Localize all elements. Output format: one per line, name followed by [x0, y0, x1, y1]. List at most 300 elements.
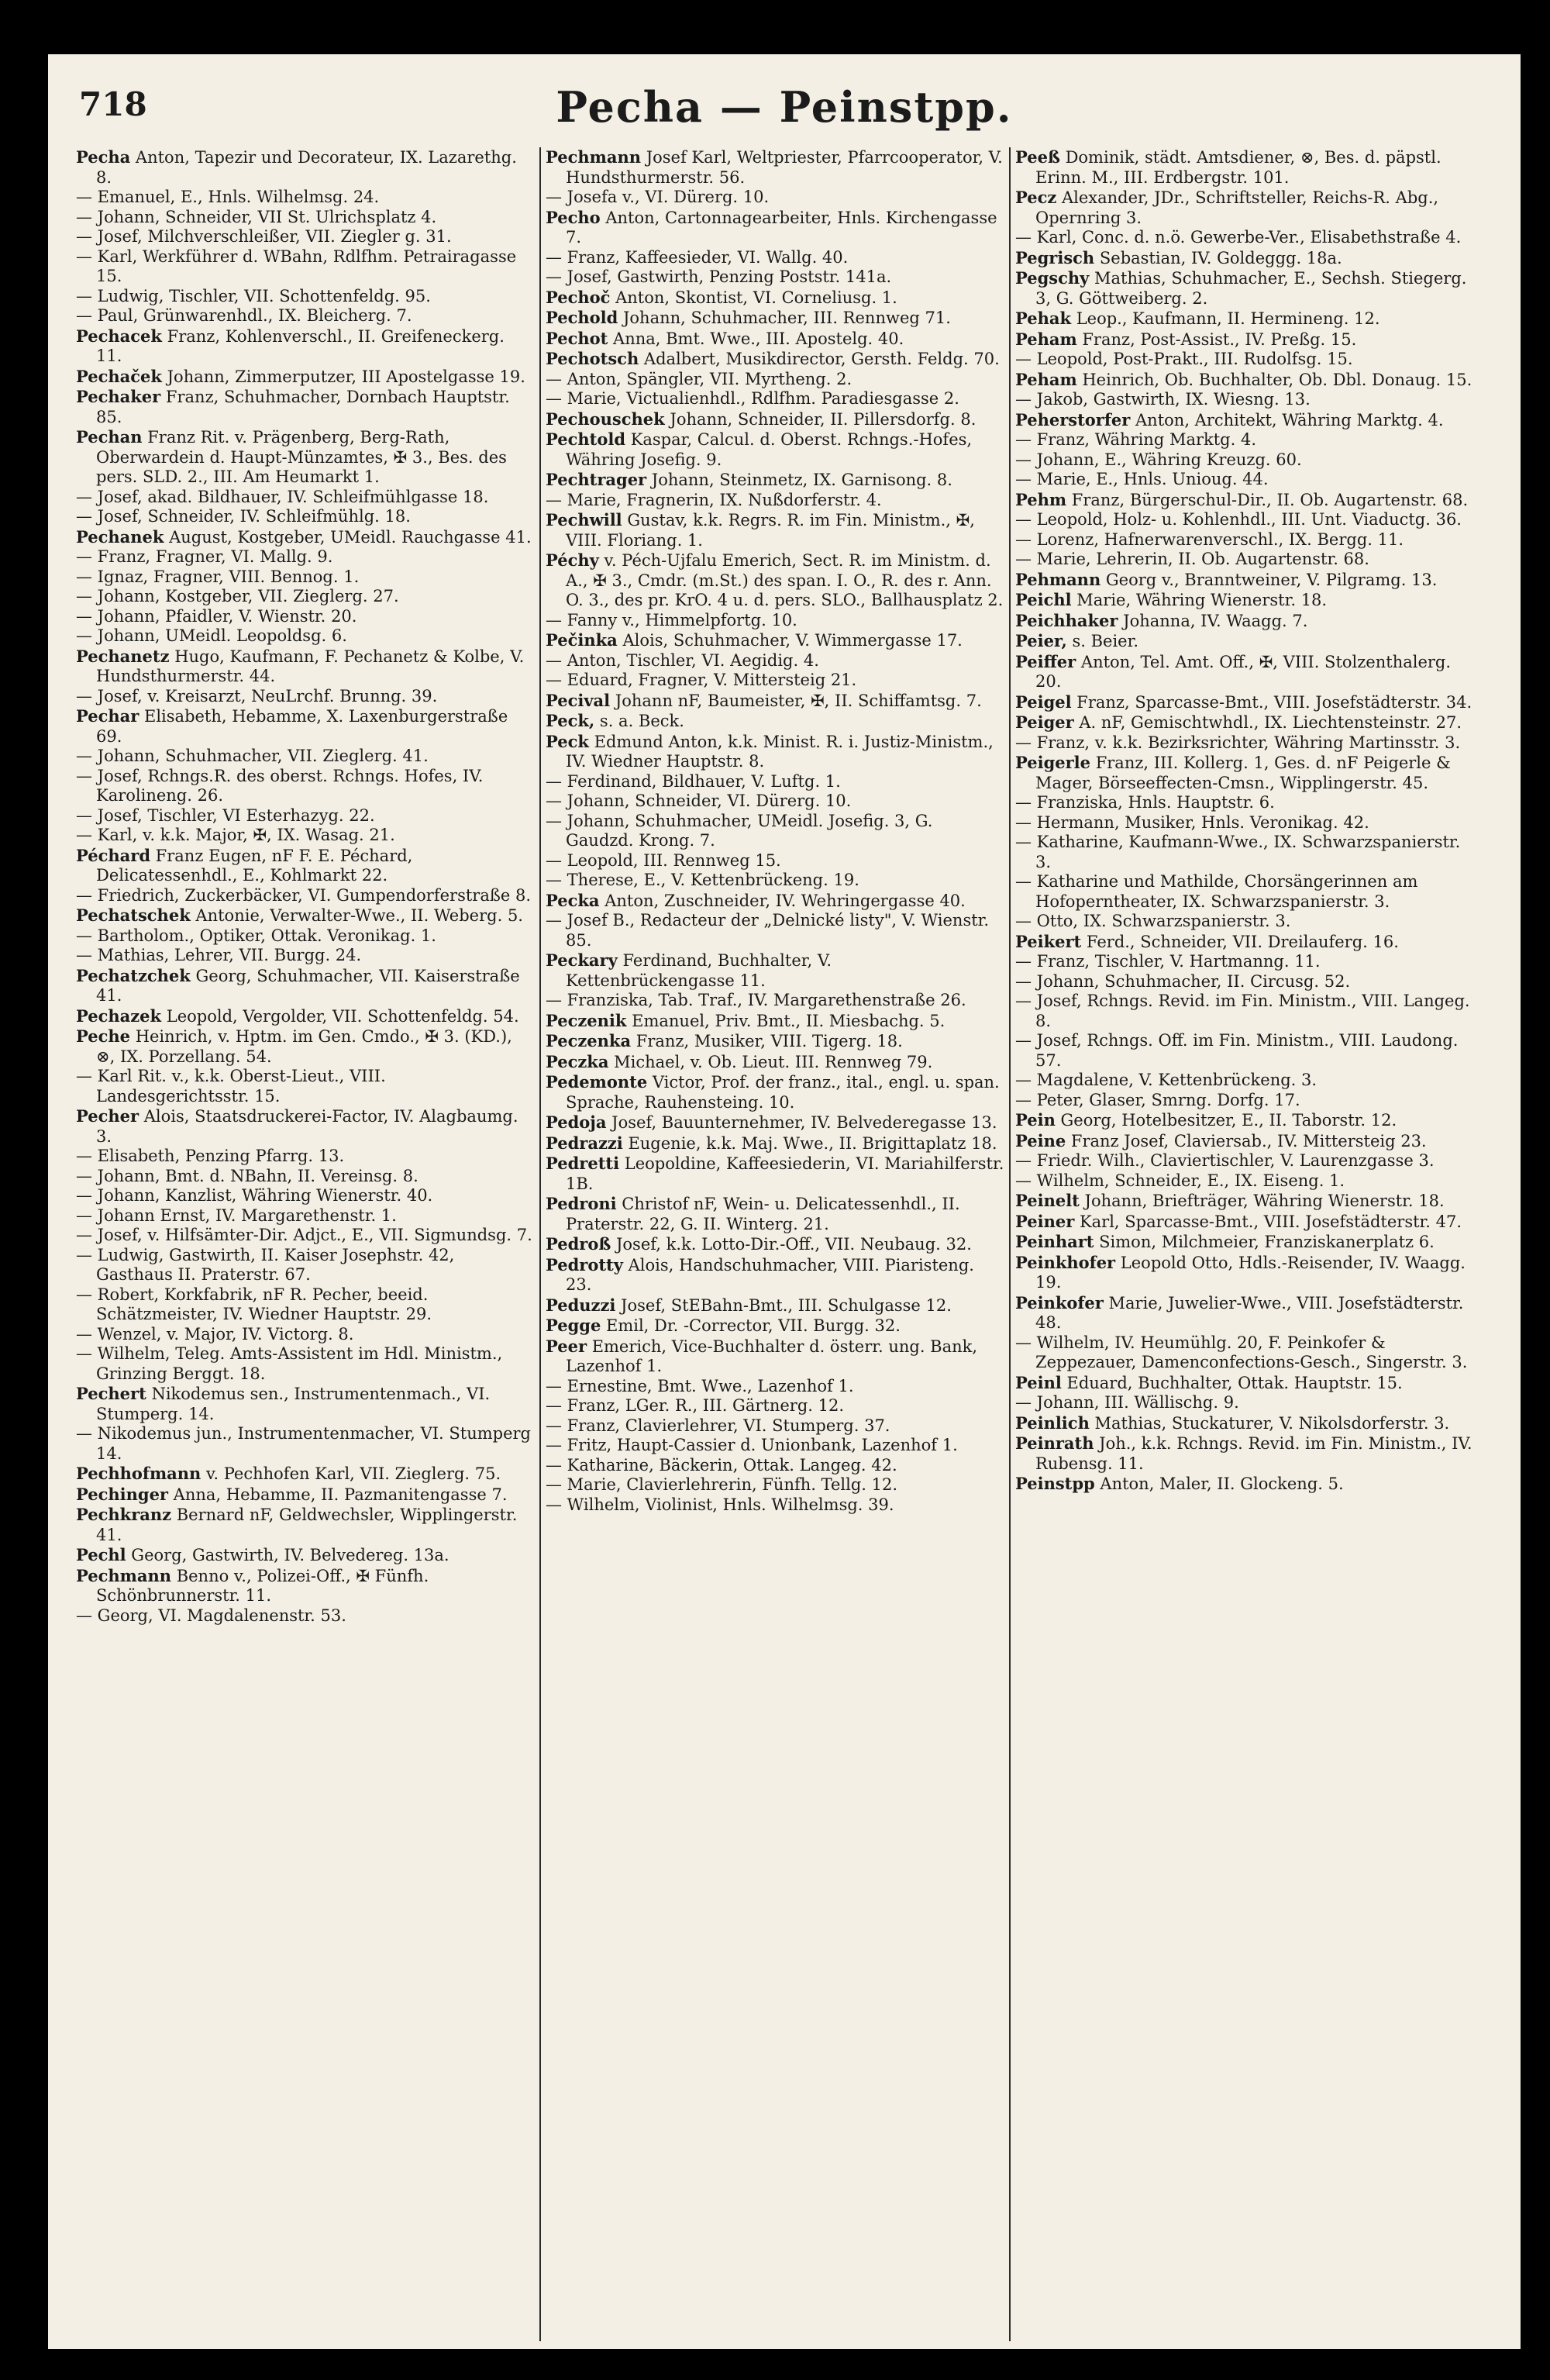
directory-entry: [76, 806, 535, 826]
directory-entry: [1015, 972, 1476, 992]
entry-details: Bernard nF, Geldwechsler, Wipplingerstr. 41.: [96, 1506, 518, 1544]
entry-details: — Franz, v. k.k. Bezirksrichter, Währing Martinsstr. 3.: [1015, 733, 1461, 752]
entry-details: Johann, Schneider, II. Pillersdorfg. 8.: [664, 409, 976, 429]
entry-surname: Pecha: [76, 147, 131, 167]
directory-entry: [546, 630, 1004, 651]
entry-details: — Katharine und Mathilde, Chorsängerinnen am Hofoperntheater, IX. Schwarzspanierstr. 3.: [1015, 872, 1418, 911]
entry-surname: Pedemonte: [546, 1072, 648, 1092]
directory-entry: [1015, 590, 1476, 611]
entry-details: — Marie, Lehrerin, II. Ob. Augartenstr. 68.: [1015, 550, 1369, 568]
directory-entry: [1015, 268, 1476, 309]
entry-surname: Peham: [1015, 369, 1077, 389]
directory-entry: [546, 732, 1004, 772]
entry-details: — Johann, Schuhmacher, II. Circusg. 52.: [1015, 971, 1351, 991]
entry-surname: Pecho: [546, 207, 601, 227]
entry-details: Anton, Skontist, VI. Corneliusg. 1.: [610, 288, 897, 307]
directory-entry: [76, 1067, 535, 1106]
directory-entry: [76, 427, 535, 488]
directory-entry: [1015, 1433, 1476, 1474]
entry-details: — Karl, v. k.k. Major, ✠, IX. Wasag. 21.: [76, 826, 395, 844]
entry-details: v. Péch-Ujfalu Emerich, Sect. R. im Ministm. d. A., ✠ 3., Cmdr. (m.St.) des span. I. O., R. des r. Ann. O. 3., des pr. KrO. 4 u. d. pers. SLO., Ballhausplatz 2.: [566, 551, 1004, 609]
entry-surname: Peinlich: [1015, 1412, 1090, 1433]
directory-entry: [76, 1186, 535, 1206]
entry-details: — Wilhelm, Schneider, E., IX. Eiseng. 1.: [1015, 1171, 1345, 1190]
directory-entry: [76, 326, 535, 367]
directory-entry: [76, 527, 535, 548]
entry-details: — Johann, E., Währing Kreuzg. 60.: [1015, 450, 1302, 469]
directory-entry: [1015, 833, 1476, 872]
directory-entry: [546, 812, 1004, 851]
directory-entry: [546, 1316, 1004, 1337]
directory-entry: [1015, 430, 1476, 450]
directory-entry: [1015, 1253, 1476, 1293]
entry-surname: Pedretti: [546, 1154, 620, 1173]
entry-details: — Wilhelm, IV. Heumühlg. 20, F. Peinkofer & Zeppezauer, Damenconfections-Gesch., Singerstr. 3.: [1015, 1333, 1468, 1371]
page-header: [48, 82, 1521, 147]
entry-details: — Marie, E., Hnls. Unioug. 44.: [1015, 470, 1269, 488]
entry-details: Nikodemus sen., Instrumentenmach., VI. Stumperg. 14.: [96, 1385, 491, 1423]
directory-entry: [1015, 952, 1476, 972]
entry-details: — Ernestine, Bmt. Wwe., Lazenhof 1.: [546, 1376, 854, 1395]
entry-details: Johann nF, Baumeister, ✠, II. Schiffamtsg. 7.: [610, 691, 982, 710]
entry-surname: Peinstpp: [1015, 1474, 1095, 1493]
directory-entry: [1015, 550, 1476, 570]
directory-entry: [76, 367, 535, 388]
entry-surname: Pechanetz: [76, 646, 170, 666]
entry-details: — Josef, v. Hilfsämter-Dir. Adjct., E., VII. Sigmundsg. 7.: [76, 1226, 532, 1244]
page-number: 718: [79, 85, 147, 123]
entry-details: Alois, Schuhmacher, V. Wimmergasse 17.: [617, 631, 963, 650]
entry-details: Franz, Post-Assist., IV. Preßg. 15.: [1076, 329, 1357, 349]
directory-entry: [546, 308, 1004, 329]
directory-entry: [76, 488, 535, 508]
directory-entry: [546, 1133, 1004, 1154]
directory-entry: [76, 905, 535, 926]
entry-surname: Pechaker: [76, 387, 161, 406]
entry-details: — Karl, Conc. d. n.ö. Gewerbe-Ver., Elisabethstraße 4.: [1015, 228, 1462, 247]
entry-surname: Pechmann: [76, 1565, 172, 1585]
directory-entry: [1015, 570, 1476, 591]
directory-entry: [1015, 1413, 1476, 1434]
entry-details: Josef, StEBahn-Bmt., III. Schulgasse 12.: [615, 1295, 952, 1315]
directory-entry: [1015, 813, 1476, 833]
entry-details: — Katharine, Bäckerin, Ottak. Langeg. 42.: [546, 1455, 897, 1475]
entry-details: s. Beier.: [1066, 632, 1138, 650]
entry-details: — Johann, Schneider, VI. Dürerg. 10.: [546, 792, 852, 810]
entry-surname: Peiffer: [1015, 651, 1076, 671]
entry-surname: Peer: [546, 1336, 587, 1356]
entry-surname: Peikert: [1015, 931, 1082, 951]
entry-details: Leopold, Vergolder, VII. Schottenfeldg. 54.: [161, 1006, 519, 1026]
directory-entry: [76, 547, 535, 567]
entry-details: — Bartholom., Optiker, Ottak. Veronikag. 1.: [76, 926, 436, 945]
directory-entry: [546, 772, 1004, 792]
entry-surname: Peiner: [1015, 1211, 1075, 1231]
entry-details: — Josef, Rchngs. Off. im Fin. Ministm., VIII. Laudong. 57.: [1015, 1031, 1459, 1070]
directory-entry: [1015, 1373, 1476, 1394]
directory-entry: [546, 1011, 1004, 1032]
directory-entry: [546, 1337, 1004, 1377]
directory-entry: [546, 911, 1004, 950]
entry-details: Heinrich, Ob. Buchhalter, Ob. Dbl. Donaug. 15.: [1076, 370, 1472, 389]
entry-details: Anton, Maler, II. Glockeng. 5.: [1094, 1475, 1344, 1493]
entry-details: — Leopold, III. Rennweg 15.: [546, 850, 781, 870]
directory-entry: [1015, 470, 1476, 490]
entry-details: — Johann, Schneider, VII St. Ulrichsplatz 4.: [76, 207, 437, 226]
entry-details: Victor, Prof. der franz., ital., engl. u. span. Sprache, Rauhensteing. 10.: [566, 1073, 1000, 1112]
entry-details: — Josef, Rchngs.R. des oberst. Rchngs. Hofes, IV. Karolineng. 26.: [76, 766, 484, 805]
directory-entry: [1015, 872, 1476, 912]
entry-details: Franz Rit. v. Prägenberg, Berg-Rath, Oberwardein d. Haupt-Münzamtes, ✠ 3., Bes. des pers. SLD. 2., III. Am Heumarkt 1.: [96, 428, 507, 486]
directory-entry: [1015, 611, 1476, 632]
directory-entry: [1015, 631, 1476, 652]
column-middle: [541, 147, 1011, 2341]
directory-entry: [546, 1416, 1004, 1437]
entry-surname: Pechatschek: [76, 905, 191, 925]
entry-details: — Josef B., Redacteur der „Delnické listy", V. Wienstr. 85.: [546, 911, 990, 950]
entry-surname: Pegge: [546, 1316, 601, 1335]
entry-details: — Johann, Schuhmacher, VII. Zieglerg. 41.: [76, 747, 429, 765]
entry-details: — Johann, Kanzlist, Währing Wienerstr. 40.: [76, 1186, 433, 1205]
entry-surname: Pechwill: [546, 510, 622, 529]
entry-surname: Pecival: [546, 690, 611, 710]
directory-entry: [546, 1234, 1004, 1255]
directory-entry: [546, 691, 1004, 712]
directory-entry: [76, 826, 535, 846]
entry-details: Leop., Kaufmann, II. Hermineng. 12.: [1071, 309, 1380, 328]
entry-surname: Peeß: [1015, 147, 1060, 167]
entry-details: — Josef, akad. Bildhauer, IV. Schleifmühlgasse 18.: [76, 487, 489, 506]
entry-details: Leopold Otto, Hdls.-Reisender, IV. Waagg. 19.: [1035, 1253, 1466, 1292]
directory-entry: [76, 287, 535, 307]
directory-entry: [1015, 248, 1476, 269]
entry-details: Alois, Handschuhmacher, VIII. Piaristeng. 23.: [566, 1255, 974, 1294]
directory-entry: [76, 147, 535, 188]
entry-details: Eduard, Buchhalter, Ottak. Hauptstr. 15.: [1061, 1373, 1403, 1392]
entry-surname: Peinhart: [1015, 1232, 1094, 1251]
entry-details: — Therese, E., V. Kettenbrückeng. 19.: [546, 871, 859, 889]
directory-entry: [76, 846, 535, 886]
entry-surname: Pečinka: [546, 630, 618, 650]
entry-details: — Franz, Fragner, VI. Mallg. 9.: [76, 547, 333, 566]
entry-details: Michael, v. Ob. Lieut. III. Rennweg 79.: [608, 1052, 933, 1071]
entry-details: — Josef, Schneider, IV. Schleifmühlg. 18.: [76, 507, 411, 526]
directory-entry: [546, 550, 1004, 611]
directory-page: [48, 54, 1521, 2349]
directory-entry: [1015, 410, 1476, 431]
directory-entry: [546, 711, 1004, 732]
entry-details: — Elisabeth, Penzing Pfarrg. 13.: [76, 1147, 345, 1165]
entry-details: Karl, Sparcasse-Bmt., VIII. Josefstädterstr. 47.: [1074, 1212, 1462, 1231]
directory-entry: [1015, 692, 1476, 713]
directory-entry: [1015, 1212, 1476, 1233]
directory-entry: [546, 267, 1004, 288]
directory-entry: [546, 1495, 1004, 1516]
entry-details: — Franz, Tischler, V. Hartmanng. 11.: [1015, 952, 1321, 971]
entry-details: Georg v., Branntweiner, V. Pilgramg. 13.: [1100, 570, 1438, 589]
entry-details: — Josef, Milchverschleißer, VII. Ziegler g. 31.: [76, 227, 452, 246]
entry-details: — Ferdinand, Bildhauer, V. Luftg. 1.: [546, 771, 841, 791]
entry-surname: Pecher: [76, 1106, 140, 1126]
entry-surname: Pein: [1015, 1110, 1056, 1130]
entry-details: Mathias, Schuhmacher, E., Sechsh. Stiegerg. 3, G. Göttweiberg. 2.: [1035, 269, 1467, 308]
directory-entry: [546, 1154, 1004, 1194]
entry-details: — Otto, IX. Schwarzspanierstr. 3.: [1015, 912, 1291, 930]
entry-details: Josef, Bauunternehmer, IV. Belvederegasse 13.: [606, 1113, 997, 1132]
entry-details: s. a. Beck.: [594, 712, 684, 730]
directory-entry: [546, 248, 1004, 268]
directory-entry: [546, 671, 1004, 691]
entry-details: Emil, Dr. -Corrector, VII. Burgg. 32.: [601, 1316, 901, 1335]
entry-surname: Peck,: [546, 711, 595, 730]
directory-entry: [546, 409, 1004, 430]
directory-entry: [546, 792, 1004, 812]
entry-details: Hugo, Kaufmann, F. Pechanetz & Kolbe, V. Hundsthurmerstr. 44.: [96, 647, 525, 685]
entry-surname: Pehm: [1015, 489, 1067, 509]
entry-details: — Friedrich, Zuckerbäcker, VI. Gumpendorferstraße 8.: [76, 885, 532, 905]
directory-entry: [76, 687, 535, 707]
entry-details: — Hermann, Musiker, Hnls. Veronikag. 42.: [1015, 812, 1369, 832]
directory-entry: [546, 329, 1004, 350]
directory-entry: [1015, 793, 1476, 813]
entry-details: — Franz, Währing Marktg. 4.: [1015, 430, 1257, 449]
entry-details: — Karl, Werkführer d. WBahn, Rdlfhm. Petrairagasse 15.: [76, 247, 517, 285]
entry-surname: Peinrath: [1015, 1433, 1094, 1453]
entry-surname: Peigerle: [1015, 753, 1091, 772]
directory-entry: [1015, 652, 1476, 692]
entry-surname: Pedrazzi: [546, 1133, 623, 1153]
directory-entry: [1015, 350, 1476, 370]
entry-details: — Leopold, Holz- u. Kohlenhdl., III. Unt. Viaductg. 36.: [1015, 510, 1462, 529]
entry-surname: Peinkofer: [1015, 1292, 1104, 1312]
entry-details: Mathias, Stuckaturer, V. Nikolsdorferstr. 3.: [1089, 1413, 1450, 1433]
directory-entry: [1015, 992, 1476, 1031]
directory-entry: [1015, 1071, 1476, 1091]
entry-details: — Johann Ernst, IV. Margarethenstr. 1.: [76, 1206, 397, 1225]
directory-entry: [546, 349, 1004, 370]
directory-entry: [1015, 1031, 1476, 1071]
entry-details: Franz, Musiker, VIII. Tigerg. 18.: [631, 1032, 903, 1050]
entry-details: Anton, Architekt, Währing Marktg. 4.: [1130, 410, 1444, 429]
entry-surname: Peinkhofer: [1015, 1252, 1116, 1272]
directory-entry: [1015, 912, 1476, 932]
entry-details: — Johann, Bmt. d. NBahn, II. Vereinsg. 8.: [76, 1166, 418, 1185]
entry-surname: Pegrisch: [1015, 247, 1095, 267]
entry-details: — Marie, Fragnerin, IX. Nußdorferstr. 4.: [546, 490, 882, 509]
entry-details: — Josefa v., VI. Dürerg. 10.: [546, 188, 770, 206]
entry-surname: Pehmann: [1015, 569, 1101, 589]
directory-entry: [76, 188, 535, 208]
entry-details: — Eduard, Fragner, V. Mittersteig 21.: [546, 671, 857, 689]
entry-details: Marie, Währing Wienerstr. 18.: [1071, 591, 1328, 609]
entry-surname: Peche: [76, 1026, 131, 1046]
column-right: [1011, 147, 1480, 2341]
directory-entry: [76, 306, 535, 326]
directory-entry: [76, 1106, 535, 1147]
directory-entry: [546, 208, 1004, 248]
entry-details: — Marie, Clavierlehrerin, Fünfh. Tellg. 12.: [546, 1475, 898, 1494]
directory-entry: [76, 1566, 535, 1606]
directory-entry: [76, 208, 535, 228]
entry-details: Gustav, k.k. Regrs. R. im Fin. Ministm., ✠, VIII. Floriang. 1.: [566, 511, 975, 550]
directory-entry: [1015, 228, 1476, 248]
entry-details: v. Pechhofen Karl, VII. Zieglerg. 75.: [201, 1464, 501, 1483]
directory-entry: [1015, 1091, 1476, 1111]
entry-surname: Peherstorfer: [1015, 409, 1131, 429]
entry-details: — Johann, III. Wällischg. 9.: [1015, 1393, 1239, 1412]
directory-entry: [1015, 1151, 1476, 1171]
directory-entry: [76, 647, 535, 687]
entry-details: Franz, Bürgerschul-Dir., II. Ob. Augartenstr. 68.: [1066, 490, 1469, 509]
directory-entry: [1015, 147, 1476, 188]
directory-entry: [546, 1072, 1004, 1112]
entry-surname: Pehak: [1015, 309, 1072, 328]
entry-surname: Peduzzi: [546, 1295, 616, 1315]
directory-entry: [76, 1226, 535, 1246]
entry-surname: Peczenka: [546, 1031, 632, 1050]
entry-details: Heinrich, v. Hptm. im Gen. Cmdo., ✠ 3. (KD.), ⊗, IX. Porzellang. 54.: [96, 1027, 512, 1066]
entry-surname: Peichhaker: [1015, 610, 1118, 630]
entry-details: Georg, Hotelbesitzer, E., II. Taborstr. 12.: [1055, 1111, 1397, 1130]
entry-details: Emerich, Vice-Buchhalter d. österr. ung. Bank, Lazenhof 1.: [566, 1337, 978, 1375]
entry-details: — Johann, UMeidl. Leopoldsg. 6.: [76, 626, 347, 645]
entry-details: Christof nF, Wein- u. Delicatessenhdl., II. Praterstr. 22, G. II. Winterg. 21.: [566, 1195, 960, 1233]
entry-surname: Pechacek: [76, 326, 162, 346]
entry-details: — Friedr. Wilh., Claviertischler, V. Laurenzgasse 3.: [1015, 1151, 1435, 1170]
entry-details: — Josef, Rchngs. Revid. im Fin. Ministm., VIII. Langeg. 8.: [1015, 992, 1470, 1030]
entry-details: — Leopold, Post-Prakt., III. Rudolfsg. 15.: [1015, 350, 1353, 368]
entry-details: Kaspar, Calcul. d. Oberst. Rchngs.-Hofes, Währing Josefig. 9.: [566, 430, 973, 469]
entry-details: — Lorenz, Hafnerwarenverschl., IX. Bergg. 11.: [1015, 529, 1404, 549]
entry-details: Edmund Anton, k.k. Minist. R. i. Justiz-Ministm., IV. Wiedner Hauptstr. 8.: [566, 732, 994, 771]
entry-surname: Peinl: [1015, 1372, 1062, 1392]
entry-surname: Pedrotty: [546, 1254, 623, 1275]
entry-details: — Franz, LGer. R., III. Gärtnerg. 12.: [546, 1396, 845, 1415]
entry-details: Emanuel, Priv. Bmt., II. Miesbachg. 5.: [626, 1011, 946, 1030]
entry-details: Anton, Zuschneider, IV. Wehringergasse 40.: [599, 891, 966, 910]
entry-details: — Ludwig, Gastwirth, II. Kaiser Josephstr. 42, Gasthaus II. Praterstr. 67.: [76, 1245, 455, 1284]
directory-entry: [546, 1031, 1004, 1052]
directory-entry: [76, 587, 535, 607]
directory-entry: [546, 188, 1004, 208]
entry-surname: Pechtold: [546, 429, 626, 449]
running-head: Pecha — Peinstpp.: [556, 82, 1013, 132]
entry-details: — Wilhelm, Teleg. Amts-Assistent im Hdl. Ministm., Grinzing Berggt. 18.: [76, 1344, 503, 1383]
entry-surname: Pechtrager: [546, 470, 647, 489]
entry-details: — Paul, Grünwarenhdl., IX. Bleicherg. 7.: [76, 306, 412, 325]
entry-details: — Karl Rit. v., k.k. Oberst-Lieut., VIII. Landesgerichtsstr. 15.: [76, 1067, 386, 1105]
directory-entry: [546, 147, 1004, 188]
entry-details: — Anton, Spängler, VII. Myrtheng. 2.: [546, 369, 852, 388]
directory-entry: [1015, 1131, 1476, 1152]
entry-details: — Emanuel, E., Hnls. Wilhelmsg. 24.: [76, 188, 380, 206]
directory-entry: [546, 370, 1004, 390]
entry-surname: Pechouschek: [546, 409, 665, 429]
entry-details: — Wenzel, v. Major, IV. Victorg. 8.: [76, 1324, 354, 1343]
entry-details: Ferdinand, Buchhalter, V. Kettenbrückengasse 11.: [566, 951, 832, 990]
entry-details: — Magdalene, V. Kettenbrückeng. 3.: [1015, 1071, 1318, 1089]
entry-details: Alexander, JDr., Schriftsteller, Reichs-R. Abg., Opernring 3.: [1035, 188, 1439, 227]
entry-details: — Jakob, Gastwirth, IX. Wiesng. 13.: [1015, 390, 1311, 409]
entry-details: Sebastian, IV. Goldeggg. 18a.: [1094, 248, 1342, 267]
entry-details: Simon, Milchmeier, Franziskanerplatz 6.: [1094, 1233, 1435, 1251]
entry-details: — Franz, Clavierlehrer, VI. Stumperg. 37.: [546, 1416, 890, 1435]
directory-entry: [1015, 370, 1476, 391]
directory-entry: [76, 607, 535, 627]
directory-entry: [546, 1456, 1004, 1476]
entry-surname: Peham: [1015, 329, 1077, 349]
entry-details: — Robert, Korkfabrik, nF R. Pecher, beeid. Schätzmeister, IV. Wiedner Hauptstr. 29.: [76, 1285, 432, 1323]
entry-details: — Franziska, Tab. Traf., IV. Margarethenstraße 26.: [546, 991, 966, 1009]
directory-entry: [76, 507, 535, 527]
directory-entry: [546, 871, 1004, 891]
entry-details: Johann, Briefträger, Währing Wienerstr. 18.: [1079, 1192, 1445, 1210]
entry-details: Franz Josef, Claviersab., IV. Mittersteig 23.: [1066, 1131, 1427, 1150]
directory-entry: [76, 387, 535, 427]
directory-entry: [1015, 1110, 1476, 1131]
entry-surname: Peck: [546, 731, 589, 751]
entry-surname: Peiger: [1015, 712, 1074, 732]
directory-entry: [76, 706, 535, 747]
directory-entry: [1015, 712, 1476, 733]
directory-entry: [1015, 1474, 1476, 1495]
entry-details: Anton, Tel. Amt. Off., ✠, VIII. Stolzenthalerg. 20.: [1035, 652, 1452, 691]
directory-entry: [1015, 329, 1476, 350]
directory-entry: [546, 1255, 1004, 1295]
directory-entry: [76, 926, 535, 947]
directory-entry: [1015, 450, 1476, 471]
directory-entry: [76, 1285, 535, 1325]
entry-surname: Peichl: [1015, 590, 1072, 609]
entry-details: Dominik, städt. Amtsdiener, ⊗, Bes. d. päpstl. Erinn. M., III. Erdbergstr. 101.: [1035, 148, 1442, 187]
entry-details: Georg, Gastwirth, IV. Belvedereg. 13a.: [126, 1546, 450, 1564]
entry-details: Johann, Zimmerputzer, III Apostelgasse 19.: [161, 367, 525, 386]
directory-entry: [546, 429, 1004, 470]
directory-entry: [76, 1246, 535, 1285]
entry-details: Josef, k.k. Lotto-Dir.-Off., VII. Neubaug. 32.: [611, 1235, 972, 1254]
directory-entry: [1015, 309, 1476, 329]
directory-entry: [76, 966, 535, 1006]
directory-entry: [1015, 530, 1476, 550]
entry-details: — Johann, Pfaidler, V. Wienstr. 20.: [76, 606, 357, 626]
entry-surname: Peine: [1015, 1130, 1066, 1150]
entry-surname: Pedroni: [546, 1194, 617, 1213]
directory-entry: [1015, 1333, 1476, 1373]
entry-details: — Ignaz, Fragner, VIII. Bennog. 1.: [76, 567, 360, 586]
entry-details: — Wilhelm, Violinist, Hnls. Wilhelmsg. 39.: [546, 1495, 894, 1514]
entry-surname: Pechan: [76, 427, 143, 447]
directory-entry: [1015, 1191, 1476, 1212]
directory-entry: [76, 1167, 535, 1187]
entry-surname: Peier,: [1015, 631, 1067, 650]
entry-details: Benno v., Polizei-Off., ✠ Fünfh. Schönbrunnerstr. 11.: [96, 1566, 429, 1605]
directory-entry: [76, 626, 535, 647]
entry-details: — Peter, Glaser, Smrng. Dorfg. 17.: [1015, 1090, 1300, 1109]
directory-entry: [1015, 188, 1476, 228]
entry-surname: Peinelt: [1015, 1191, 1080, 1210]
entry-details: August, Kostgeber, UMeidl. Rauchgasse 41.: [164, 527, 532, 547]
entry-details: Franz, Schuhmacher, Dornbach Hauptstr. 85.: [96, 388, 510, 426]
entry-details: — Johann, Schuhmacher, UMeidl. Josefig. 3, G. Gaudzd. Krong. 7.: [546, 811, 933, 850]
entry-surname: Pegschy: [1015, 268, 1090, 288]
column-left: [71, 147, 541, 2341]
directory-entry: [76, 1505, 535, 1545]
directory-entry: [1015, 490, 1476, 511]
entry-details: — Josef, Tischler, VI Esterhazyg. 22.: [76, 805, 375, 825]
entry-surname: Pechoč: [546, 287, 611, 307]
entry-details: — Katharine, Kaufmann-Wwe., IX. Schwarzspanierstr. 3.: [1015, 833, 1461, 871]
directory-entry: [76, 1384, 535, 1424]
